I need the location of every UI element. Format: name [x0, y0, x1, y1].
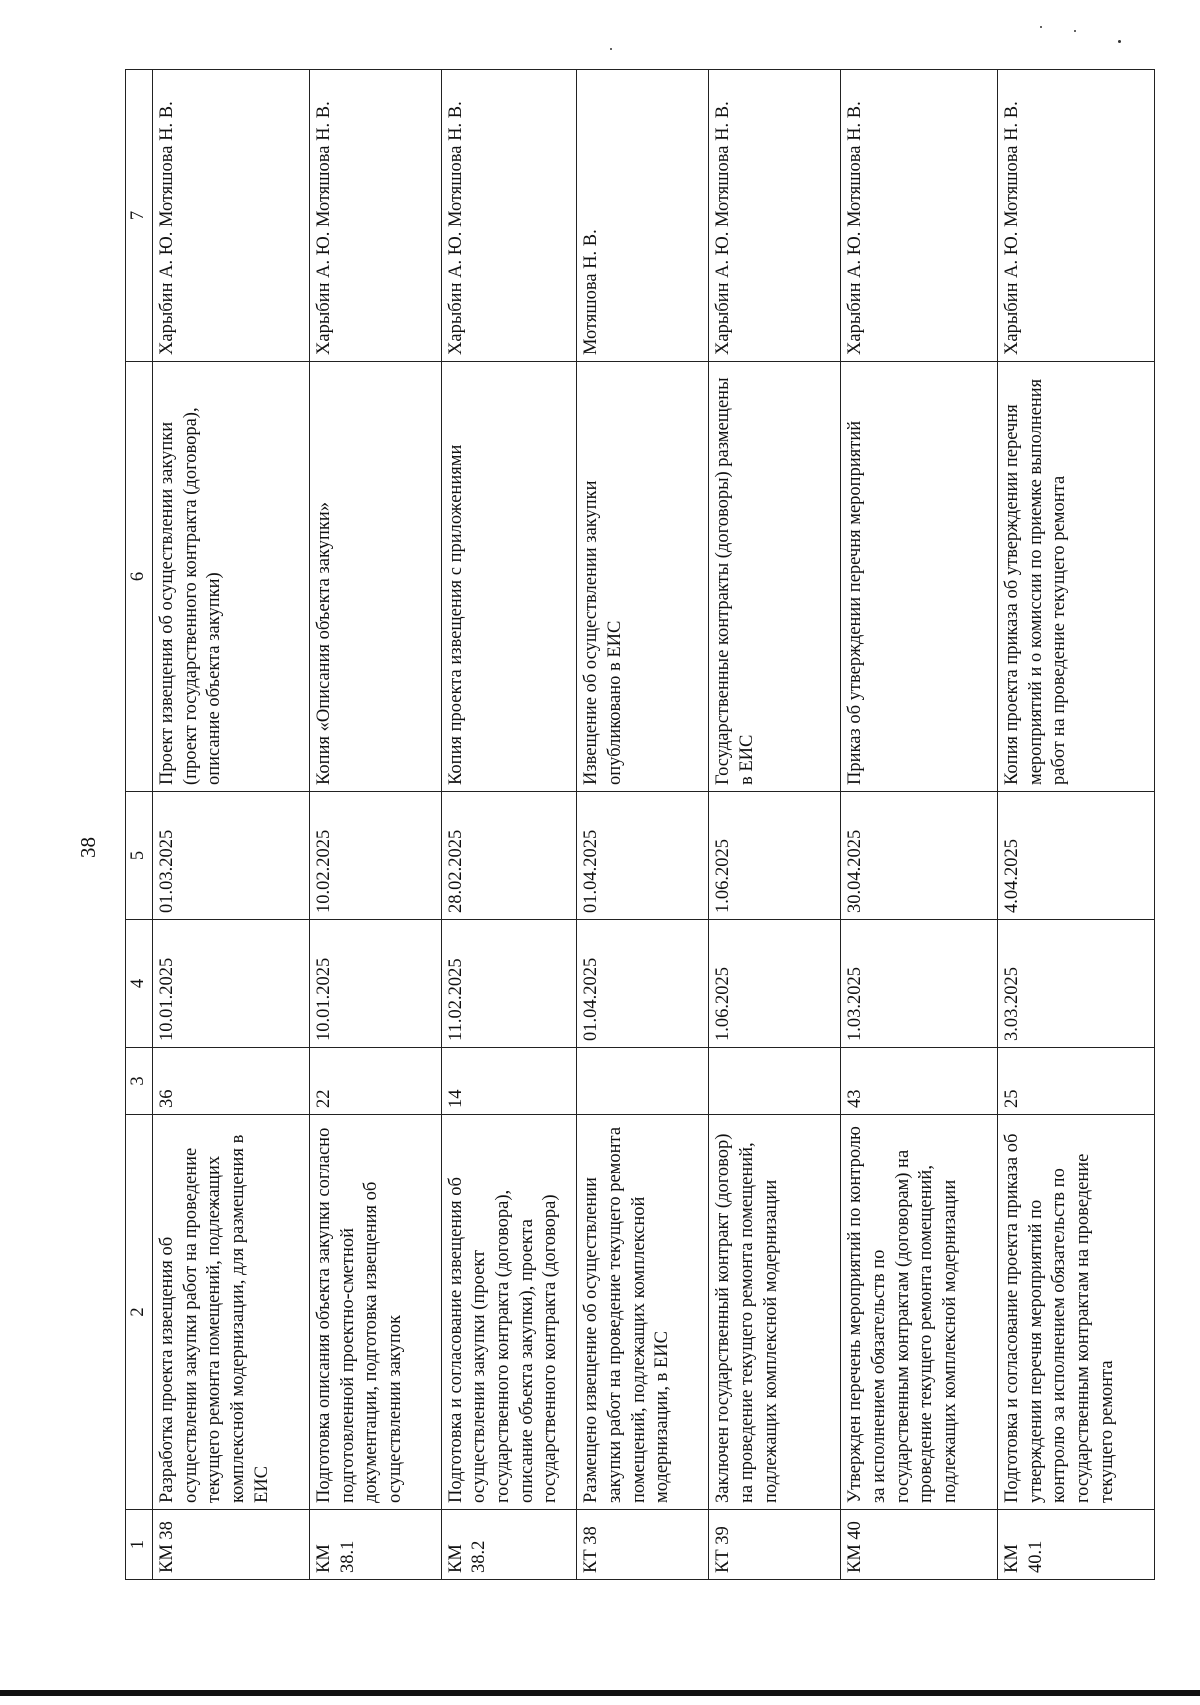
- scan-speck: [1118, 40, 1121, 43]
- cell-code: КМ 40: [841, 1510, 998, 1580]
- cell-days: 25: [998, 1048, 1155, 1115]
- cell-end-date: 30.04.2025: [841, 792, 998, 920]
- cell-days: 36: [153, 1048, 310, 1115]
- table-row: [309, 70, 441, 1580]
- cell-responsible: Харыбин А. Ю. Мотяшова Н. В.: [441, 70, 577, 362]
- cell-result: Копия проекта приказа об утверждении перечня мероприятий и о комиссии по приемке выполнения работ на проведение текущего ремонта: [998, 362, 1155, 792]
- table-row: [577, 70, 709, 1580]
- column-header: 1: [126, 1510, 153, 1580]
- cell-responsible: Харыбин А. Ю. Мотяшова Н. В.: [998, 70, 1155, 362]
- cell-code: КМ 40.1: [998, 1510, 1155, 1580]
- column-header: 7: [126, 70, 153, 362]
- cell-description: Подготовка и согласование извещения об осуществлении закупки (проект государственного контракта (договора), описание объекта закупки), проекта государственного контракта (договора): [441, 1115, 577, 1510]
- cell-description: Заключен государственный контракт (договор) на проведение текущего ремонта помещений, подлежащих комплексной модернизации: [709, 1115, 841, 1510]
- cell-start-date: 3.03.2025: [998, 920, 1155, 1048]
- cell-start-date: 11.02.2025: [441, 920, 577, 1048]
- cell-description: Разработка проекта извещения об осуществлении закупки работ на проведение текущего ремонта помещений, подлежащих комплексной модернизации, для размещения в ЕИС: [153, 1115, 310, 1510]
- cell-start-date: 10.01.2025: [309, 920, 441, 1048]
- cell-result: Копия проекта извещения с приложениями: [441, 362, 577, 792]
- cell-start-date: 1.03.2025: [841, 920, 998, 1048]
- cell-days: 22: [309, 1048, 441, 1115]
- cell-end-date: 10.02.2025: [309, 792, 441, 920]
- cell-start-date: 10.01.2025: [153, 920, 310, 1048]
- scan-speck: [610, 48, 612, 50]
- cell-responsible: Харыбин А. Ю. Мотяшова Н. В.: [709, 70, 841, 362]
- cell-end-date: 1.06.2025: [709, 792, 841, 920]
- cell-end-date: 01.04.2025: [577, 792, 709, 920]
- column-header: 6: [126, 362, 153, 792]
- column-header: 2: [126, 1115, 153, 1510]
- cell-result: Приказ об утверждении перечня мероприятий: [841, 362, 998, 792]
- cell-responsible: Харыбин А. Ю. Мотяшова Н. В.: [309, 70, 441, 362]
- cell-days: [709, 1048, 841, 1115]
- cell-code: КТ 39: [709, 1510, 841, 1580]
- cell-description: Подготовка и согласование проекта приказа об утверждении перечня мероприятий по контролю за исполнением обязательств по государственным контрактам на проведение текущего ремонта: [998, 1115, 1155, 1510]
- cell-result: Проект извещения об осуществлении закупки (проект государственного контракта (договора), описание объекта закупки): [153, 362, 310, 792]
- cell-start-date: 1.06.2025: [709, 920, 841, 1048]
- cell-responsible: Харыбин А. Ю. Мотяшова Н. В.: [841, 70, 998, 362]
- cell-days: 43: [841, 1048, 998, 1115]
- cell-result: Государственные контракты (договоры) размещены в ЕИС: [709, 362, 841, 792]
- page-number: 38: [76, 837, 100, 858]
- cell-days: [577, 1048, 709, 1115]
- cell-code: КМ 38.1: [309, 1510, 441, 1580]
- table-row: [709, 70, 841, 1580]
- column-header: 5: [126, 792, 153, 920]
- cell-code: КМ 38.2: [441, 1510, 577, 1580]
- table-row: [441, 70, 577, 1580]
- cell-code: КМ 38: [153, 1510, 310, 1580]
- cell-description: Размещено извещение об осуществлении закупки работ на проведение текущего ремонта помещений, подлежащих комплексной модернизации, в ЕИС: [577, 1115, 709, 1510]
- table-container: [125, 70, 1155, 1580]
- cell-description: Подготовка описания объекта закупки согласно подготовленной проектно-сметной документации, подготовка извещения об осуществлении закупок: [309, 1115, 441, 1510]
- cell-responsible: Мотяшова Н. В.: [577, 70, 709, 362]
- scan-speck: [1040, 26, 1042, 28]
- cell-code: КТ 38: [577, 1510, 709, 1580]
- column-header: 4: [126, 920, 153, 1048]
- cell-result: Извещение об осуществлении закупки опубликовано в ЕИС: [577, 362, 709, 792]
- header-row: [126, 70, 153, 1580]
- table-row: [153, 70, 310, 1580]
- cell-end-date: 4.04.2025: [998, 792, 1155, 920]
- scan-speck: [1074, 30, 1076, 32]
- table-row: [998, 70, 1155, 1580]
- cell-end-date: 28.02.2025: [441, 792, 577, 920]
- cell-days: 14: [441, 1048, 577, 1115]
- scan-edge-shadow: [0, 1690, 1200, 1696]
- cell-responsible: Харыбин А. Ю. Мотяшова Н. В.: [153, 70, 310, 362]
- column-header: 3: [126, 1048, 153, 1115]
- schedule-table: [125, 69, 1155, 1580]
- cell-start-date: 01.04.2025: [577, 920, 709, 1048]
- cell-result: Копия «Описания объекта закупки»: [309, 362, 441, 792]
- cell-end-date: 01.03.2025: [153, 792, 310, 920]
- table-row: [841, 70, 998, 1580]
- cell-description: Утвержден перечень мероприятий по контролю за исполнением обязательств по государственным контрактам (договорам) на проведение текущего ремонта помещений, подлежащих комплексной модернизации: [841, 1115, 998, 1510]
